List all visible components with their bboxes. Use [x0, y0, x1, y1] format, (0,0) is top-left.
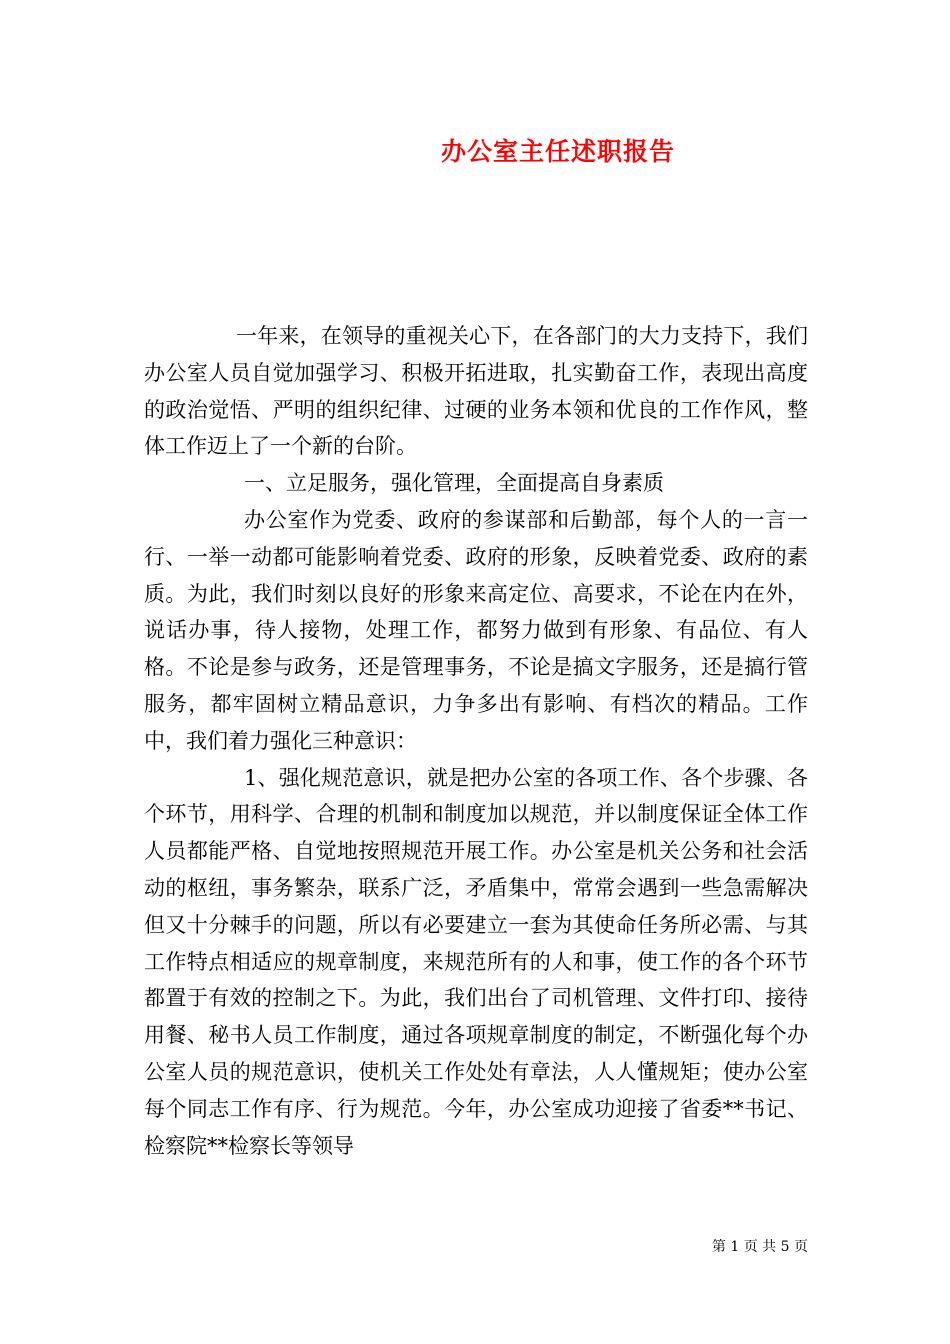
list-item-paragraph: 1、强化规范意识，就是把办公室的各项工作、各个步骤、各个环节，用科学、合理的机制和制度加以规范，并以制度保证全体工作人员都能严格、自觉地按照规范开展工作。办公室是机关公务和社会活动的枢纽，事务繁杂，联系广泛，矛盾集中，常常会遇到一些急需解决但又十分棘手的问题，所以有必要建立一套为其使命任务所必需、与其工作特点相适应的规章制度，来规范所有的人和事，使工作的各个环节都置于有效的控制之下。为此，我们出台了司机管理、文件打印、接待用餐、秘书人员工作制度，通过各项规章制度的制定，不断强化每个办公室人员的规范意识，使机关工作处处有章法，人人懂规矩；使办公室每个同志工作有序、行为规范。今年，办公室成功迎接了省委**书记、检察院**检察长等领导 — [144, 765, 808, 1158]
section-heading: 一、立足服务，强化管理，全面提高自身素质 — [244, 471, 664, 496]
document-body — [144, 318, 808, 1164]
section-paragraph: 办公室作为党委、政府的参谋部和后勤部，每个人的一言一行、一举一动都可能影响着党委、政府的形象，反映着党委、政府的素质。为此，我们时刻以良好的形象来高定位、高要求，不论在内在外，说话办事，待人接物，处理工作，都努力做到有形象、有品位、有人格。不论是参与政务，还是管理事务，不论是搞文字服务，还是搞行管服务，都牢固树立精品意识，力争多出有影响、有档次的精品。工作中，我们着力强化三种意识： — [144, 507, 808, 753]
document-title: 办公室主任述职报告 — [440, 137, 675, 166]
intro-paragraph: 一年来，在领导的重视关心下，在各部门的大力支持下，我们办公室人员自觉加强学习、积极开拓进取，扎实勤奋工作，表现出高度的政治觉悟、严明的组织纪律、过硬的业务本领和优良的工作作风，整体工作迈上了一个新的台阶。 — [144, 324, 808, 459]
page-number-footer: 第 1 页 共 5 页 — [711, 1239, 808, 1255]
